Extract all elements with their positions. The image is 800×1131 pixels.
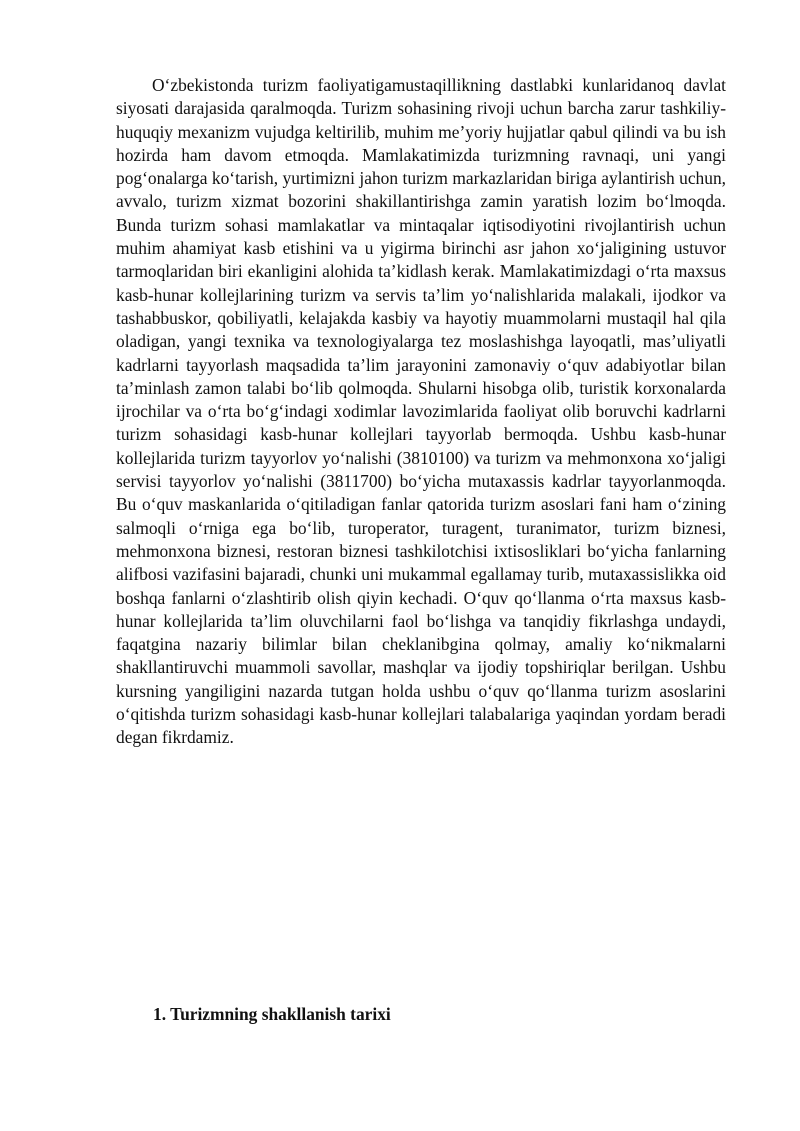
section-heading: 1. Turizmning shakllanish tarixi: [153, 1004, 391, 1024]
body-paragraph: O‘zbekistonda turizm faoliyatigamustaqillikning dastlabki kunlaridanoq davlat siyosati darajasida qaralmoqda. Turizm sohasining rivoji uchun barcha zarur tashkiliy-huquqiy mexanizm vujudga keltirilib, muhim me’yoriy hujjatlar qabul qilindi va bu ish hozirda ham davom etmoqda. Mamlakatimizda turizmning ravnaqi, uni yangi pog‘onalarga ko‘tarish, yurtimizni jahon turizm markazlaridan biriga aylantirish uchun, avvalo, turizm xizmat bozorini shakillantirishga zamin yaratish lozim bo‘lmoqda. Bunda turizm sohasi mamlakatlar va mintaqalar iqtisodiyotini rivojlantirish uchun muhim ahamiyat kasb etishini va u yigirma birinchi asr jahon xo‘jaligining ustuvor tarmoqlaridan biri ekanligini alohida ta’kidlash kerak. Mamlakatimizdagi o‘rta maxsus kasb-hunar kollejlarining turizm va servis ta’lim yo‘nalishlarida malakali, ijodkor va tashabbuskor, qobiliyatli, kelajakda kasbiy va hayotiy muammolarni mustaqil hal qila oladigan, yangi texnika va texnologiyalarga tez moslashishga layoqatli, mas’uliyatli kadrlarni tayyorlash maqsadida ta’lim jarayonini zamonaviy o‘quv adabiyotlar bilan ta’minlash zamon talabi bo‘lib qolmoqda. Shularni hisobga olib, turistik korxonalarda ijrochilar va o‘rta bo‘g‘indagi xodimlar lavozimlarida faoliyat olib boruvchi kadrlarni turizm sohasidagi kasb-hunar kollejlari tayyorlab bermoqda. Ushbu kasb-hunar kollejlarida turizm tayyorlov yo‘nalishi (3810100) va turizm va mehmonxona xo‘jaligi servisi tayyorlov yo‘nalishi (3811700) bo‘yicha mutaxassis kadrlar tayyorlanmoqda. Bu o‘quv maskanlarida o‘qitiladigan fanlar qatorida turizm asoslari fani ham o‘zining salmoqli o‘rniga ega bo‘lib, turoperator, turagent, turanimator, turizm biznesi, mehmonxona biznesi, restoran biznesi tashkilotchisi ixtisosliklari bo‘yicha fanlarning alifbosi vazifasini bajaradi, chunki uni mukammal egallamay turib, mutaxassislikka oid boshqa fanlarni o‘zlashtirib olish qiyin kechadi. O‘quv qo‘llanma o‘rta maxsus kasb-hunar kollejlarida ta’lim oluvchilarni faol bo‘lishga va tanqidiy fikrlashga undaydi, faqatgina nazariy bilimlar bilan cheklanibgina qolmay, amaliy ko‘nikmalarni shakllantiruvchi muammoli savollar, mashqlar va ijodiy topshiriqlar berilgan. Ushbu kursning yangiligini nazarda tutgan holda ushbu o‘quv qo‘llanma turizm asoslarini o‘qitishda turizm sohasidagi kasb-hunar kollejlari talabalariga yaqindan yordam beradi degan fikrdamiz.: [116, 75, 726, 748]
